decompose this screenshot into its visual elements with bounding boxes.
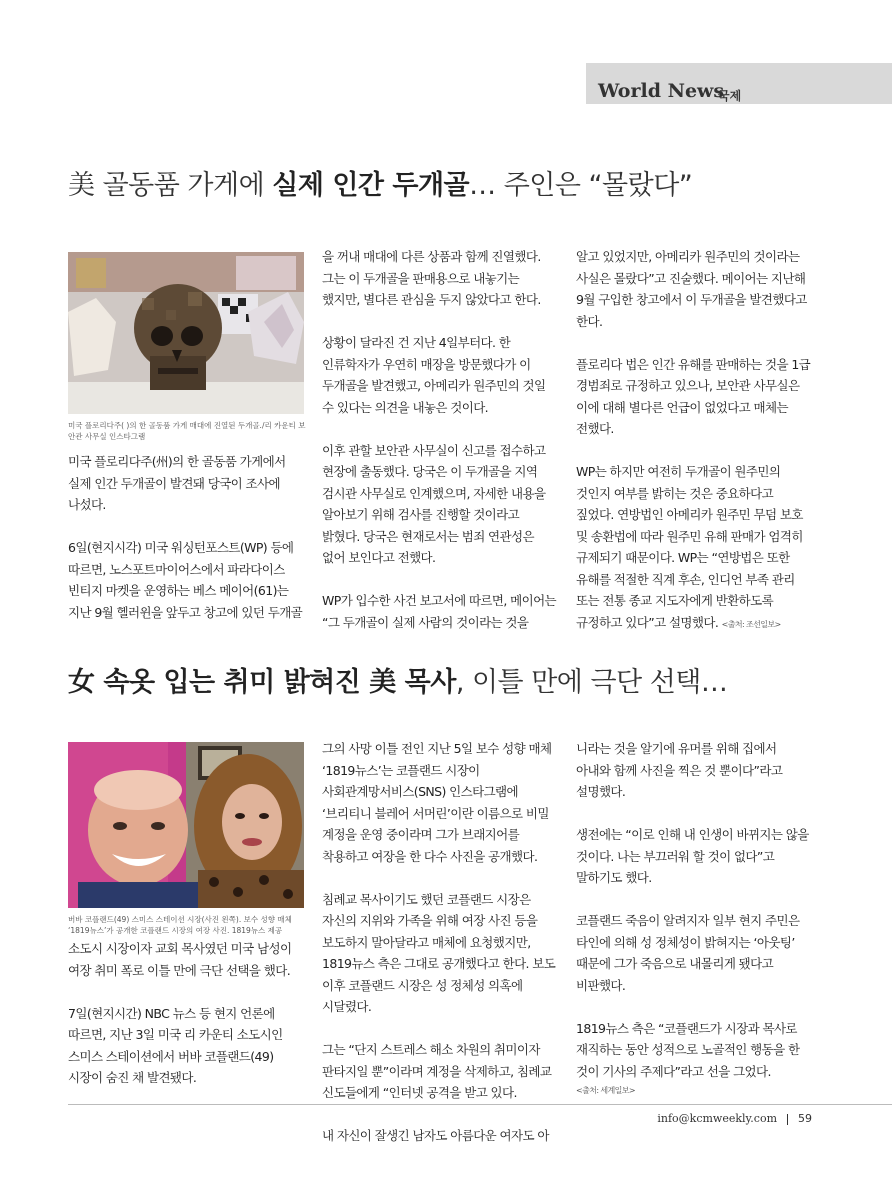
paragraph: 코플랜드 죽음이 알려지자 일부 현지 주민은 타인에 의해 성 정체성이 밝혀지는 ‘아웃팅’ 때문에 그가 죽음으로 내몰리게 됐다고 비판했다. xyxy=(576,913,800,993)
article2-headline: 女 속옷 입는 취미 밝혀진 美 목사, 이틀 만에 극단 선택… xyxy=(68,667,728,698)
source-credit: <출처: 세계일보> xyxy=(576,1086,636,1095)
paragraph: 미국 플로리다주(州)의 한 골동품 가게에서 실제 인간 두개골이 발견돼 당국이 조사에 나섰다. xyxy=(68,454,286,512)
paragraph: 생전에는 “이로 인해 내 인생이 바뀌지는 않을 것이다. 나는 부끄러워 할 것이 없다”고 말하기도 했다. xyxy=(576,827,809,885)
paragraph: 그의 사망 이틀 전인 지난 5일 보수 성향 매체 ‘1819뉴스’는 코플랜드 시장이 사회관계망서비스(SNS) 인스타그램에 ‘브리티니 블레어 서머린’이란 이름으로 비밀 계정을 운영 중이라며 그가 브래지어를 착용하고 여장을 한 다수 사진을 공개했다. xyxy=(322,741,552,864)
article2-column-2 xyxy=(322,738,559,1147)
paragraph: 니라는 것을 알기에 유머를 위해 집에서 아내와 함께 사진을 찍은 것 뿐이다”라고 설명했다. xyxy=(576,741,783,799)
section-title-ko: 국제 xyxy=(718,89,742,103)
paragraph: 침례교 목사이기도 했던 코플랜드 시장은 자신의 지위와 가족을 위해 여장 사진 등을 보도하지 말아달라고 매체에 요청했지만, 1819뉴스 측은 그대로 공개했다고 한다. 보도 이후 코플랜드 시장은 성 정체성 의혹에 시달렸다. xyxy=(322,891,556,1014)
skull-photo xyxy=(68,252,304,414)
paragraph: 7일(현지시간) NBC 뉴스 등 현지 언론에 따르면, 지난 3일 미국 리 카운티 소도시인 스미스 스테이션에서 버바 코플랜드(49) 시장이 숨진 채 발견됐다. xyxy=(68,1005,283,1085)
article1-column-1 xyxy=(68,451,305,623)
section-title-en: World News xyxy=(598,80,725,102)
paragraph: 내 자신이 잘생긴 남자도 아름다운 여자도 아 xyxy=(322,1128,549,1143)
page-number: 59 xyxy=(798,1112,812,1125)
paragraph: 소도시 시장이자 교회 목사였던 미국 남성이 여장 취미 폭로 이틀 만에 극단 선택을 했다. xyxy=(68,941,292,978)
mayor-photo xyxy=(68,742,304,908)
article1-photo-caption: 미국 플로리다주( )의 한 골동품 가게 매대에 진열된 두개골./리 카운티 보안관 사무실 인스타그램 xyxy=(68,421,306,441)
paragraph: 그는 “단지 스트레스 해소 차원의 취미이자 판타지일 뿐”이라며 계정을 삭제하고, 침례교 신도들에게 “인터넷 공격을 받고 있다. xyxy=(322,1042,552,1100)
source-credit: <출처: 조선일보> xyxy=(721,619,781,629)
article2-column-1 xyxy=(68,938,305,1089)
paragraph: 6일(현지시각) 미국 워싱턴포스트(WP) 등에 따르면, 노스포트마이어스에서 파라다이스 빈티지 마켓을 운영하는 베스 메이어(61)는 지난 9월 헬러윈을 앞두고 창고에 있던 두개골 xyxy=(68,540,303,620)
paragraph: 플로리다 법은 인간 유해를 판매하는 것을 1급 경범죄로 규정하고 있으나, 보안관 사무실은 이에 대해 별다른 언급이 없었다고 매체는 전했다. xyxy=(576,356,811,436)
footer-separator xyxy=(787,1114,788,1125)
paragraph: WP는 하지만 여전히 두개골이 원주민의 것인지 여부를 밝히는 것은 중요하다고 짚었다. 연방법인 아메리카 원주민 무덤 보호 및 송환법에 따라 원주민 유해 판매가 엄격히 규제되기 때문이다. WP는 “연방법은 또한 유해를 적절한 직계 후손, 인디언 부족 관리 또는 전통 종교 지도자에게 반환하도록 규정하고 있다”고 설명했다. <출처: 조선일보> xyxy=(576,464,803,630)
article2-column-3 xyxy=(576,738,813,1098)
section-tab xyxy=(586,63,892,104)
paragraph: WP가 입수한 사건 보고서에 따르면, 메이어는 “그 두개골이 실제 사람의 것이라는 것을 xyxy=(322,593,557,630)
footer-divider xyxy=(68,1104,892,1105)
paragraph: 상황이 달라진 건 지난 4일부터다. 한 인류학자가 우연히 매장을 방문했다가 이 두개골을 발견했고, 아메리카 원주민의 것일 수 있다는 의견을 내놓은 것이다. xyxy=(322,335,546,415)
page-footer xyxy=(657,1112,812,1125)
article1-headline: 美 골동품 가게에 실제 인간 두개골… 주인은 “몰랐다” xyxy=(68,170,693,201)
paragraph: 을 꺼내 매대에 다른 상품과 함께 진열했다. 그는 이 두개골을 판매용으로 내놓기는 했지만, 별다른 관심을 두지 않았다고 한다. xyxy=(322,249,541,307)
article2-photo-caption: 버바 코플랜드(49) 스미스 스테이션 시장(사진 왼쪽). 보수 성향 매체 ‘1819뉴스’가 공개한 코플랜드 시장의 여장 사진. 1819뉴스 제공 xyxy=(68,915,292,935)
article1-column-2 xyxy=(322,246,559,633)
footer-email: info@kcmweekly.com xyxy=(657,1112,777,1125)
paragraph: 이후 관할 보안관 사무실이 신고를 접수하고 현장에 출동했다. 당국은 이 두개골을 지역 검시관 사무실로 인계했으며, 자세한 내용을 알아보기 위해 검사를 진행할 것이라고 밝혔다. 당국은 현재로서는 범죄 연관성은 없어 보인다고 전했다. xyxy=(322,442,546,565)
paragraph: 1819뉴스 측은 “코플랜드가 시장과 목사로 재직하는 동안 성적으로 노골적인 행동을 한 것이 기사의 주제다”라고 선을 그었다. xyxy=(576,1020,800,1079)
paragraph: 알고 있었지만, 아메리카 원주민의 것이라는 사실은 몰랐다”고 진술했다. 메이어는 지난해 9월 구입한 창고에서 이 두개골을 발견했다고 한다. xyxy=(576,249,807,329)
article1-column-3 xyxy=(576,246,813,635)
